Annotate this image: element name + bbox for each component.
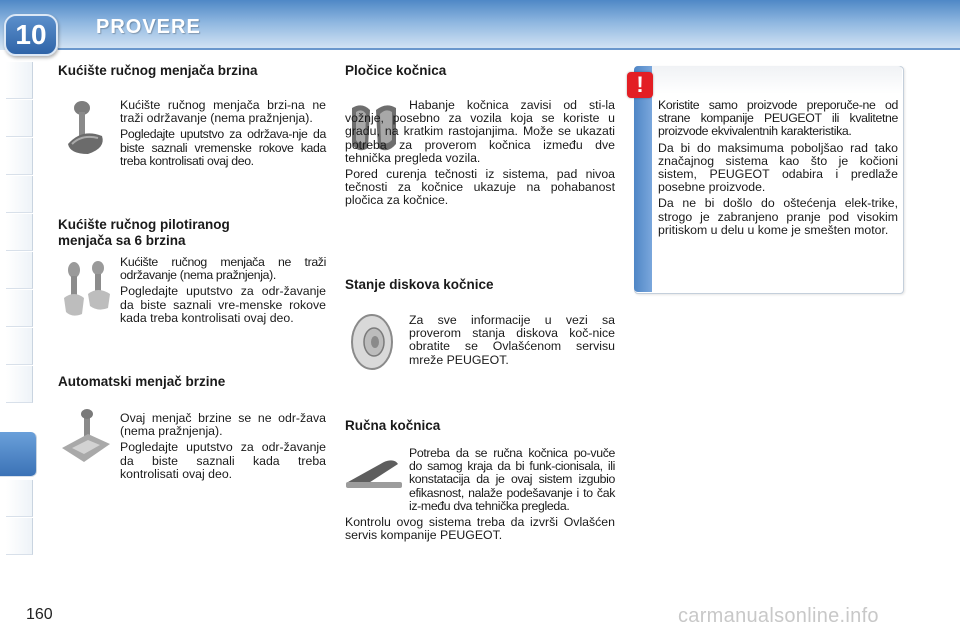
chapter-tab[interactable] (6, 214, 33, 251)
automatic-paragraph-1: Ovaj menjač brzine se ne odr-žava (nema pražnjenja). (120, 411, 326, 439)
section-title-handbrake: Ručna kočnica (345, 418, 441, 433)
gearbox-paragraph-1: Kućište ručnog menjača brzi-na ne traži održavanje (nema pražnjenja). (120, 98, 326, 126)
automatic-paragraph-2: Pogledajte uputstvo za odr-žavanje da biste saznali kada treba kontrolisati ovaj deo. (120, 440, 326, 481)
chapter-tab[interactable] (6, 290, 33, 327)
handbrake-paragraph-1: Potreba da se ručna kočnica po-vuče do samog kraja da bi funk-cionisala, ili konstatacija da je ovaj sistem izgubio efikasnost, nalaže podešavanje i to čak iz-među dva tehnička pregleda. (409, 446, 615, 513)
section-title-gearbox: Kućište ručnog menjača brzina (58, 63, 258, 78)
watermark: carmanualsonline.info (678, 605, 879, 627)
brake-discs-paragraph-1: Za sve informacije u vezi sa proverom stanja diskova koč-nice obratite se Ovlašćenom servisu mreže PEUGEOT. (409, 313, 615, 367)
brake-disc-icon (348, 312, 400, 372)
chapter-tab[interactable] (6, 252, 33, 289)
section-title-brake-discs: Stanje diskova kočnice (345, 277, 494, 292)
warning-text (658, 99, 898, 240)
brake-pads-paragraph-2: Pored curenja tečnosti iz sistema, pad nivoa tečnosti za kočnice ukazuje na pohabanost pločica za kočnice. (345, 167, 615, 208)
chapter-tab[interactable] (6, 480, 33, 517)
page-number: 160 (26, 606, 53, 623)
chapter-tab-active[interactable] (0, 432, 37, 477)
chapter-tab[interactable] (6, 100, 33, 137)
pilot-gearbox-icon (60, 258, 114, 320)
chapter-tab[interactable] (6, 138, 33, 175)
warning-paragraph-2: Da bi do maksimuma poboljšao rad tako značajnog sistema kao što je kočioni sistem, PEUGEOT odabira i predlaže posebne proizvode. (658, 140, 898, 195)
section-title-pilot-gearbox (58, 217, 230, 249)
section-title-brake-pads: Pločice kočnica (345, 63, 447, 78)
pilot-gearbox-text (120, 256, 326, 328)
brake-pads-paragraph-1: Habanje kočnica zavisi od sti-la vožnje, posebno za vozila koja se koriste u gradu, na kratkim rastojanjima. Može se ukazati potreba za proverom kočnica između dve tehnička pregleda vozila. (345, 98, 615, 165)
header-divider (58, 48, 960, 50)
section-title-automatic: Automatski menjač brzine (58, 374, 226, 389)
gearbox-lever-icon (62, 98, 112, 156)
brake-pads-text (345, 99, 615, 211)
chapter-tab[interactable] (6, 518, 33, 555)
chapter-tabs (0, 62, 40, 582)
pilot-gearbox-paragraph-2: Pogledajte uputstvo za odr-žavanje da biste saznali vre-menske rokove kada treba kontrolisati ovaj deo. (120, 284, 326, 325)
handbrake-text (345, 447, 615, 545)
gearbox-paragraph-2: Pogledajte uputstvo za održava-nje da biste saznali vremenske rokove kada treba kontrolisati ovaj deo. (120, 127, 326, 168)
warning-paragraph-3: Da ne bi došlo do oštećenja elek-trike, strogo je zabranjeno pranje pod visokim pritiskom u delu u kome je smešten motor. (658, 196, 898, 237)
gearbox-text (120, 99, 326, 171)
warning-exclamation-icon: ! (627, 72, 653, 98)
handbrake-paragraph-2: Kontrolu ovog sistema treba da izvrši Ovlašćen servis kompanije PEUGEOT. (345, 515, 615, 543)
chapter-tab[interactable] (6, 366, 33, 403)
chapter-tab[interactable] (6, 62, 33, 99)
section-title-line-1: Kućište ručnog pilotiranog (58, 217, 230, 232)
automatic-text (120, 412, 326, 484)
warning-paragraph-1: Koristite samo proizvode preporuče-ne od strane kompanije PEUGEOT ili kvalitetne proizvode ekvivalentnih karakteristika. (658, 98, 898, 139)
section-title-line-2: menjača sa 6 brzina (58, 233, 186, 248)
automatic-gearbox-icon (58, 408, 112, 468)
warning-box-header (652, 66, 902, 94)
chapter-number-badge: 10 (4, 14, 58, 56)
warning-box-strip (634, 66, 652, 292)
chapter-tab[interactable] (6, 328, 33, 365)
chapter-tab[interactable] (6, 176, 33, 213)
page-title: PROVERE (96, 16, 201, 38)
pilot-gearbox-paragraph-1: Kućište ručnog menjača ne traži održavanje (nema pražnjenja). (120, 255, 326, 283)
brake-discs-text (409, 314, 615, 370)
